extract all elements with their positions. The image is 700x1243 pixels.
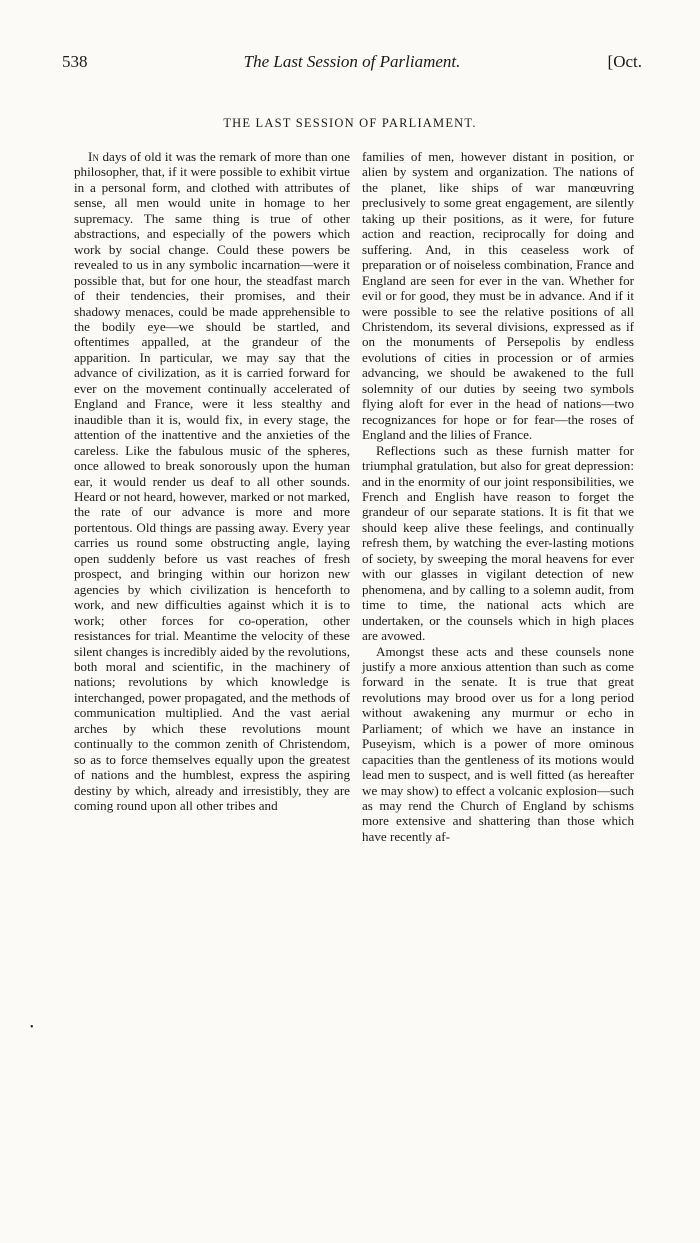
running-head [62, 50, 642, 74]
page-number: 538 [62, 52, 88, 71]
paragraph-3: Amongst these acts and these counsels none justify a more anxious attention than such as come forward in the senate. It is true that great revolutions may brood over us for a long period without awakening any murmur or echo in Parliament; of which we have an instance in Puseyism, which is a power of more ominous capacities than the gentleness of its motions would lead men to suspect, and is well fitted (as hereafter we may show) to effect a volcanic explosion—such as may rend the Church of England by schisms more extensive and shattering than those which have recently af- [362, 643, 634, 844]
running-title: The Last Session of Parliament. [243, 52, 461, 71]
margin-mark: • [30, 1022, 34, 1033]
paragraph-1-continued: families of men, however distant in position, or alien by system and organization. The nations of the planet, like ships of war manœuvring preclusively to some great engagement, are silently taking up their positions, as it were, for future action and reaction, reciprocally for doing and suffering. And, in this ceaseless work of preparation or of noiseless combination, France and England are seen for ever in the van. Whether for evil or for good, they must be in advance. And if it were possible to see the relative positions of all Christendom, its several divisions, expressed as if on the monuments of Persepolis by endless evolutions of cities in procession or of armies advancing, we should be awakened to the full solemnity of our duties by seeing two symbols flying aloft for ever in the head of nations—two recognizances for hope or for fear—the roses of England and the lilies of France. [362, 149, 634, 443]
article-title: THE LAST SESSION OF PARLIAMENT. [223, 116, 477, 130]
paragraph-1 [74, 149, 350, 813]
running-date: [Oct. [607, 52, 642, 71]
left-column [74, 149, 350, 813]
drop-initial: In [88, 149, 99, 164]
paragraph-1-text: days of old it was the remark of more than one philosopher, that, if it were possible to exhibit virtue in a personal form, and clothed with attributes of sense, all men would unite in homage to her supremacy. The same thing is true of other abstractions, and especially of the powers which work by social change. Could these powers be revealed to us in any symbolic incarnation—were it possible that, but for one hour, the steadfast march of their tendencies, their promises, and their shadowy menaces, could be made apprehensible to the bodily eye—we should be startled, and oftentimes appalled, at the grandeur of the apparition. In particular, we may say that the advance of civilization, as it is carried forward for ever on the movement continually accelerated of England and France, were it less stealthy and inaudible than it is, would fix, in every stage, the attention of the inattentive and the anxieties of the careless. Like the fabulous music of the spheres, once allowed to break sonorously upon the human ear, it would render us deaf to all other sounds. Heard or not heard, however, marked or not marked, the rate of our advance is more and more portentous. Old things are passing away. Every year carries us round some obstructing angle, laying open suddenly before us vast reaches of fresh prospect, and bringing within our horizon new agencies by which civilization is henceforth to work, and new difficulties against which it is to work; other forces for co-operation, other resistances for trial. Meantime the velocity of these silent changes is incredibly aided by the revolutions, both moral and scientific, in the machinery of nations; revolutions by which knowledge is interchanged, power propagated, and the methods of communication multiplied. And the vast aerial arches by which these revolutions mount continually to the common zenith of Christendom, so as to force themselves equally upon the greatest of nations and the humblest, express the aspiring destiny by which, already and irresistibly, they are coming round upon all other tribes and [74, 149, 350, 814]
right-column [362, 149, 634, 844]
paragraph-2: Reflections such as these furnish matter for triumphal gratulation, but also for great depression: and in the enormity of our joint responsibilities, we French and English have reason to forget the grandeur of our separate stations. It is fit that we should keep alive these feelings, and continually refresh them, by watching the ever-lasting motions of society, by sweeping the moral heavens for ever with our glasses in vigilant detection of new phenomena, and by calling to a solemn audit, from time to time, the national acts which are undertaken, or the counsels which in high places are avowed. [362, 442, 634, 644]
